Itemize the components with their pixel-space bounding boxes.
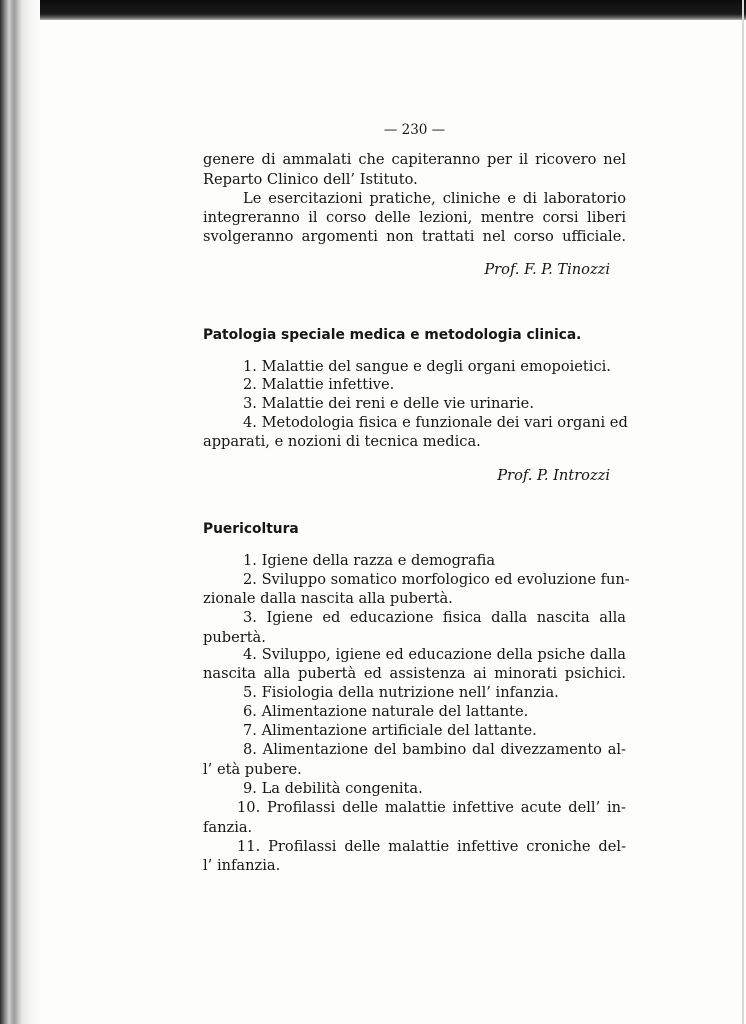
text-line: Le esercitazioni pratiche, cliniche e di laboratorio [243,190,626,207]
list-item-continuation: zionale dalla nascita alla pubertà. [203,590,453,607]
signature: Prof. P. Introzzi [497,467,610,484]
list-item: 10. Profilassi delle malattie infettive acute dell’ in- [237,799,626,816]
section-heading: Puericoltura [203,521,299,537]
list-item: 4. Sviluppo, igiene ed educazione della psiche dalla [243,646,626,663]
section-heading: Patologia speciale medica e metodologia clinica. [203,327,582,343]
list-item: 3. Malattie dei reni e delle vie urinarie. [243,395,534,412]
page-number: — 230 — [383,122,446,138]
scan-right-edge [742,0,744,1024]
list-item: 9. La debilità congenita. [243,780,423,797]
text-line: genere di ammalati che capiteranno per il ricovero nel [203,151,626,168]
list-item: 1. Malattie del sangue e degli organi emopoietici. [243,358,611,375]
scan-binding-edge [0,0,40,1024]
list-item-continuation: nascita alla pubertà ed assistenza ai minorati psichici. [203,665,626,682]
list-item: 1. Igiene della razza e demografia [243,552,496,569]
text-line: integreranno il corso delle lezioni, mentre corsi liberi [203,209,626,226]
list-item-continuation: l’ età pubere. [203,761,302,778]
list-item: 8. Alimentazione del bambino dal divezzamento al- [243,741,626,758]
list-item: 2. Malattie infettive. [243,376,395,393]
list-item: 4. Metodologia fisica e funzionale dei vari organi ed [243,414,628,431]
list-item: 6. Alimentazione naturale del lattante. [243,703,529,720]
list-item-continuation: apparati, e nozioni di tecnica medica. [203,433,481,450]
text-line: svolgeranno argomenti non trattati nel corso ufficiale. [203,228,626,245]
list-item: 2. Sviluppo somatico morfologico ed evoluzione fun- [243,571,630,588]
list-item-continuation: pubertà. [203,629,266,646]
scan-top-edge [0,0,746,20]
text-line: Reparto Clinico dell’ Istituto. [203,171,418,188]
list-item: 7. Alimentazione artificiale del lattante. [243,722,537,739]
list-item: 11. Profilassi delle malattie infettive croniche del- [237,838,626,855]
list-item: 5. Fisiologia della nutrizione nell’ infanzia. [243,684,559,701]
list-item-continuation: l’ infanzia. [203,857,281,874]
list-item: 3. Igiene ed educazione fisica dalla nascita alla [243,609,626,626]
list-item-continuation: fanzia. [203,819,253,836]
signature: Prof. F. P. Tinozzi [484,261,610,278]
